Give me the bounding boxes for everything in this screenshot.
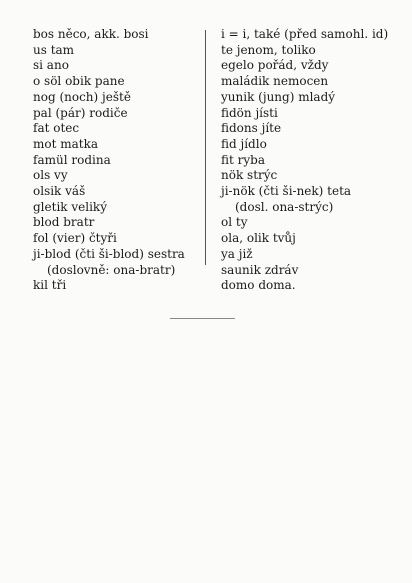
vocabulary-entry: o söl obik pane [33,74,125,89]
vocabulary-entry: si ano [33,58,69,73]
vocabulary-entry: fit ryba [221,152,265,167]
vocabulary-entry: egelo pořád, vždy [221,58,329,73]
vocabulary-entry: fidön jísti [221,105,278,120]
vocabulary-entry: fat otec [33,121,80,136]
vocabulary-entry: te jenom, toliko [221,42,316,57]
vocabulary-entry: bos něco, akk. bosi [33,27,149,41]
vocabulary-entry: olsik váš [33,184,86,199]
vocabulary-entry: gletik veliký [33,199,107,214]
vocabulary-entry: ol ty [221,215,248,230]
vocabulary-entry: pal (pár) rodiče [33,105,128,120]
vocabulary-entry: ji-nök (čti ši-nek) teta [221,184,352,199]
vocabulary-entry: kil tři [33,278,67,293]
column-divider [205,30,206,265]
vocabulary-entry: nök strýc [221,168,278,183]
vocabulary-entry: us tam [33,42,75,57]
left-column [33,27,205,294]
vocabulary-entry: fol (vier) čtyři [33,231,117,246]
vocabulary-entry: yunik (jung) mladý [221,89,336,104]
vocabulary-entry: famül rodina [33,152,111,167]
vocabulary-entry: mot matka [33,136,99,151]
vocabulary-entry: fid jídlo [221,136,267,151]
section-separator [170,318,235,319]
vocabulary-entry: ji-blod (čti ši-blod) sestra [33,246,185,261]
vocabulary-entry: domo doma. [221,278,296,293]
entry-continuation: (dosl. ona-strýc) [235,199,334,214]
vocabulary-entry: ya již [221,246,253,261]
vocabulary-entry: nog (noch) ještě [33,89,131,104]
vocabulary-entry: fidons jíte [221,121,282,136]
vocabulary-entry: i = i, také (před samohl. id) [221,27,389,41]
vocabulary-entry: ola, olik tvůj [221,231,296,246]
vocabulary-entry: ols vy [33,168,68,183]
vocabulary-entry: maládik nemocen [221,74,329,89]
right-column [221,27,389,294]
entry-continuation: (doslovně: ona-bratr) [47,262,176,277]
vocabulary-entry: blod bratr [33,215,95,230]
vocabulary-entry: saunik zdráv [221,262,299,277]
